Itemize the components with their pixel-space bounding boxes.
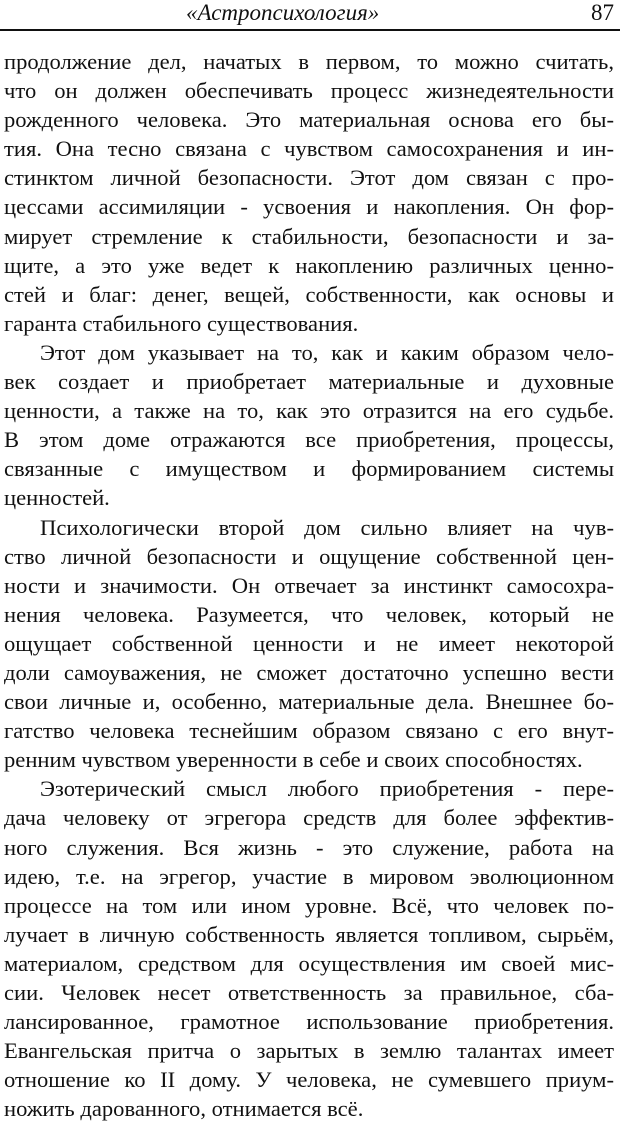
text-line: щите, а это уже ведет к накоплению различных ценно- <box>4 252 614 278</box>
text-line: дача человеку от эгрегора средств для более эффектив- <box>4 805 614 831</box>
text-line: нения человека. Разумеется, что человек, который не <box>4 601 614 627</box>
text-line: Психологически второй дом сильно влияет на чув- <box>40 514 614 540</box>
text-line: цессами ассимиляции - усвоения и накопления. Он фор- <box>4 194 614 220</box>
text-line: мирует стремление к стабильности, безопасности и за- <box>4 223 614 249</box>
paragraph <box>4 513 614 775</box>
text-line: ценностей. <box>4 485 110 511</box>
text-line: доли самоуважения, не сможет достаточно успешно вести <box>4 659 614 685</box>
running-header-title: «Астропсихология» <box>186 0 380 25</box>
text-line: ности и значимости. Он отвечает за инстинкт самосохра- <box>4 572 614 598</box>
text-line: гатство человека теснейшим образом связано с его внут- <box>4 718 614 744</box>
text-line: ного служения. Вся жизнь - это служение, работа на <box>4 834 614 860</box>
text-line: Этот дом указывает на то, как и каким образом чело- <box>40 339 614 365</box>
running-header <box>0 0 620 30</box>
text-line: ренним чувством уверенности в себе и своих способностях. <box>4 747 583 773</box>
text-line: рожденного человека. Это материальная основа его бы- <box>4 107 614 133</box>
page-number: 87 <box>591 0 614 25</box>
text-line: материалом, средством для осуществления им своей мис- <box>4 950 614 976</box>
text-line: тия. Она тесно связана с чувством самосохранения и ин- <box>4 136 614 162</box>
text-line: ножить дарованного, отнимается всё. <box>4 1096 364 1122</box>
paragraph <box>4 774 614 1123</box>
text-line: лучает в личную собственность является топливом, сырьём, <box>4 921 614 947</box>
text-line: лансированное, грамотное использование приобретения. <box>4 1009 614 1035</box>
text-line: процессе на том или ином уровне. Всё, что человек по- <box>4 892 614 918</box>
text-line: Евангельская притча о зарытых в землю талантах имеет <box>4 1038 614 1064</box>
text-line: ценности, а также на то, как это отразится на его судьбе. <box>4 398 614 424</box>
text-line: В этом доме отражаются все приобретения, процессы, <box>4 427 614 453</box>
text-line: век создает и приобретает материальные и духовные <box>4 369 614 395</box>
text-line: сии. Человек несет ответственность за правильное, сба- <box>4 980 614 1005</box>
text-line: Эзотерический смысл любого приобретения - пере- <box>40 776 614 802</box>
text-line: стинктом личной безопасности. Этот дом связан с про- <box>4 165 614 191</box>
text-line: связанные с имуществом и формированием системы <box>4 456 614 482</box>
body-text <box>4 47 614 1123</box>
text-line: гаранта стабильного существования. <box>4 310 359 336</box>
text-line: идею, т.е. на эгрегор, участие в мировом эволюционном <box>4 863 614 889</box>
paragraph <box>4 338 614 513</box>
text-line: ство личной безопасности и ощущение собственной цен- <box>4 543 614 569</box>
text-line: что он должен обеспечивать процесс жизнедеятельности <box>4 78 614 104</box>
text-line: стей и благ: денег, вещей, собственности, как основы и <box>4 281 614 307</box>
text-line: ощущает собственной ценности и не имеет некоторой <box>4 630 614 656</box>
paragraph <box>4 47 614 338</box>
text-line: продолжение дел, начатых в первом, то можно считать, <box>4 49 614 74</box>
text-line: отношение ко II дому. У человека, не сумевшего приум- <box>4 1067 614 1093</box>
header-divider <box>0 29 620 31</box>
text-line: свои личные и, особенно, материальные дела. Внешнее бо- <box>4 689 614 715</box>
